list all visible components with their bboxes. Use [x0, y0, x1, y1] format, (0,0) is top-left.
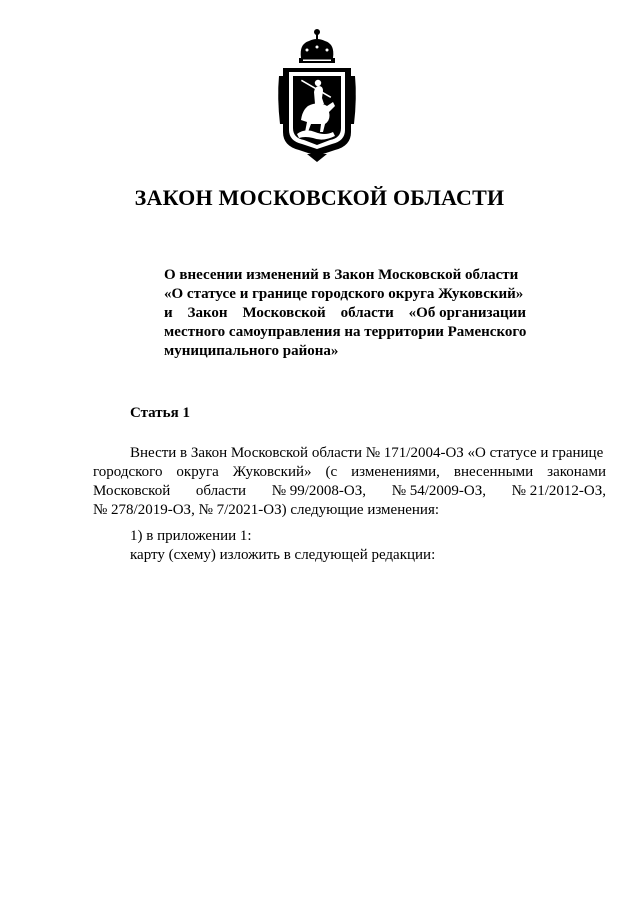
paragraph-word: изменениями, — [351, 464, 440, 480]
subtitle-word: Московской — [242, 305, 326, 321]
paragraph-line: № 278/2019-ОЗ, № 7/2021-ОЗ) следующие изменения: — [93, 502, 440, 518]
paragraph-word: (с — [325, 464, 338, 480]
list-item: 1) в приложении 1: — [130, 528, 252, 544]
paragraph-word: внесенными — [453, 464, 534, 480]
paragraph-word: области — [195, 483, 247, 499]
paragraph-line-justified — [93, 463, 606, 482]
subtitle-word: «Об организации — [408, 305, 526, 321]
paragraph-line: Внести в Закон Московской области № 171/2004-ОЗ «О статусе и границе — [130, 445, 604, 461]
subtitle-line: О внесении изменений в Закон Московской области — [164, 267, 519, 283]
article-heading: Статья 1 — [130, 405, 190, 421]
paragraph-word: округа — [176, 464, 219, 480]
subtitle-line: местного самоуправления на территории Раменского — [164, 324, 527, 340]
subtitle-line-justified — [164, 304, 526, 323]
subtitle-word: и — [164, 305, 173, 321]
article-paragraph — [93, 444, 606, 520]
subtitle-line: «О статусе и границе городского округа Жуковский» — [164, 286, 524, 302]
subtitle-word: области — [340, 305, 394, 321]
subtitle-word: Закон — [187, 305, 228, 321]
document-title: ЗАКОН МОСКОВСКОЙ ОБЛАСТИ — [134, 185, 505, 210]
paragraph-word: Жуковский» — [232, 464, 312, 480]
paragraph-word: № 54/2009-ОЗ, — [391, 483, 487, 499]
paragraph-word: Московской — [93, 483, 171, 499]
paragraph-word: № 99/2008-ОЗ, — [271, 483, 367, 499]
list-item: карту (схему) изложить в следующей редакции: — [130, 547, 436, 563]
paragraph-word: № 21/2012-ОЗ, — [511, 483, 606, 499]
paragraph-line-justified — [93, 482, 606, 501]
moscow-oblast-coat-of-arms-icon — [277, 28, 357, 162]
document-subtitle — [164, 266, 526, 361]
subtitle-line: муниципального района» — [164, 343, 339, 359]
paragraph-word: городского — [93, 464, 163, 480]
paragraph-word: законами — [547, 464, 606, 480]
